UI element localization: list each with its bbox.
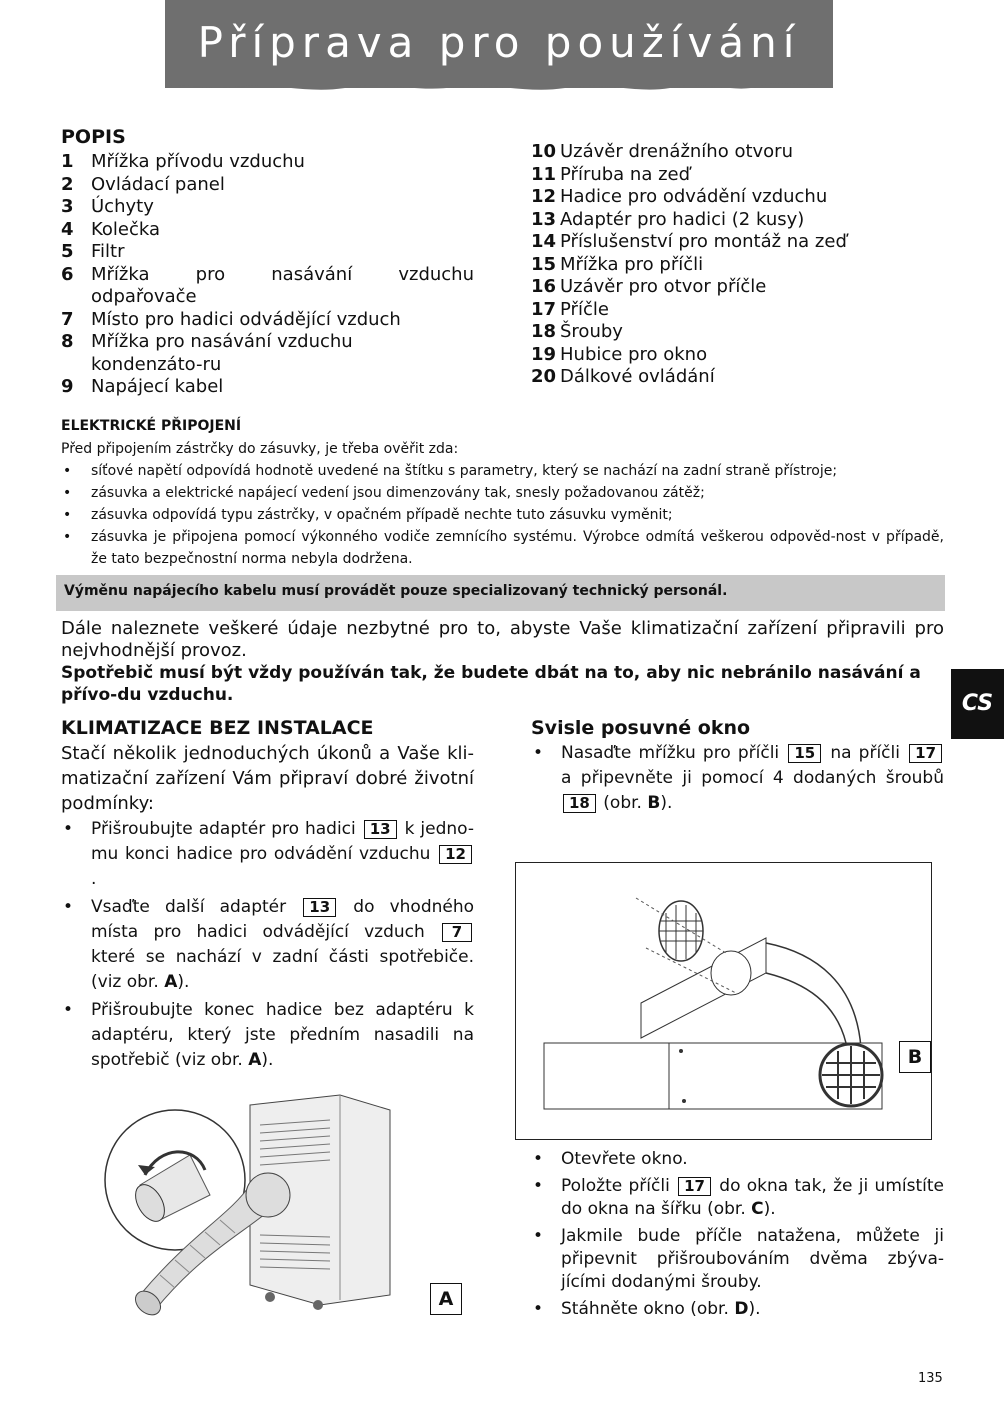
list-item: • Otevřete okno. (531, 1148, 944, 1171)
part-ref: 7 (442, 923, 472, 942)
list-item: 16 Uzávěr pro otvor příčle (531, 276, 767, 297)
list-item: 12 Hadice pro odvádění vzduchu (531, 186, 828, 207)
elektricke-list (61, 460, 944, 570)
list-item: 11 Příruba na zeď (531, 163, 691, 185)
list-item: 15 Mřížka pro příčli (531, 253, 704, 275)
popis-list-right (531, 141, 951, 389)
list-item: • Jakmile bude příčle natažena, můžete ji připevnit přišroubováním dvěma zbýva-jícími dodanými šrouby. (531, 1225, 944, 1294)
list-item: 17 Příčle (531, 298, 609, 320)
part-ref: 18 (563, 794, 596, 813)
list-item: 13 Adaptér pro hadici (2 kusy) (531, 208, 805, 230)
elektricke-intro: Před připojením zástrčky do zásuvky, je třeba ověřit zda: (61, 441, 459, 457)
klimatizace-intro: Stačí několik jednoduchých úkonů a Vaše kli-matizační zařízení Vám připraví dobré životní podmínky: (61, 743, 474, 814)
warning-text: Výměnu napájecího kabelu musí provádět pouze specializovaný technický personál. (64, 583, 728, 599)
list-item: 10 Uzávěr drenážního otvoru (531, 141, 793, 162)
banner-torn-edge (165, 72, 833, 98)
list-item: 4 Kolečka (61, 218, 161, 240)
svisle-list (531, 741, 944, 816)
warning-box (56, 575, 945, 611)
popis-heading: POPIS (61, 126, 126, 148)
list-item: 1 Mřížka přívodu vzduchu (61, 151, 305, 172)
svisle-heading: Svisle posuvné okno (531, 717, 751, 739)
figure-b-label: B (899, 1041, 931, 1073)
list-item: 19 Hubice pro okno (531, 343, 708, 365)
language-tab: CS (951, 669, 1004, 739)
elektricke-heading: ELEKTRICKÉ PŘIPOJENÍ (61, 418, 242, 434)
page-title: Příprava pro používání (197, 18, 801, 67)
list-item: 7 Místo pro hadici odvádějící vzduch (61, 308, 401, 330)
page-number: 135 (918, 1371, 943, 1386)
list-item: • síťové napětí odpovídá hodnotě uvedené na štítku s parametry, který se nachází na zadní straně přístroje; (61, 460, 944, 482)
figure-a-label: A (430, 1283, 462, 1315)
popis-list-left (61, 151, 474, 399)
list-item: • Vsaďte další adaptér 13 do vhodného místa pro hadici odvádějící vzduch 7 které se nachází v zadní části spotřebiče. (viz obr. A). (61, 895, 474, 995)
part-ref: 17 (909, 744, 942, 763)
intro-paragraph: Dále naleznete veškeré údaje nezbytné pro to, abyste Vaše klimatizační zařízení připravili pro nejvhodnější provoz. (61, 618, 944, 661)
list-item: • Položte příčli 17 do okna tak, že ji umístíte do okna na šířku (obr. C). (531, 1175, 944, 1221)
svisle-list-continued (531, 1148, 944, 1325)
klimatizace-heading: KLIMATIZACE BEZ INSTALACE (61, 717, 374, 739)
klimatizace-list (61, 817, 474, 1076)
list-item: 6 Mřížka pro nasávání vzduchu odpařovače (61, 263, 474, 307)
bold-paragraph: Spotřebič musí být vždy používán tak, že budete dbát na to, aby nic nebránilo nasávání a přívo-du vzduchu. (61, 663, 921, 705)
list-item: 20 Dálkové ovládání (531, 366, 715, 387)
part-ref: 15 (788, 744, 821, 763)
list-item: • Nasaďte mřížku pro příčli 15 na příčli 17 a připevněte ji pomocí 4 dodaných šroubů 18 (obr. B). (531, 741, 944, 816)
list-item: 9 Napájecí kabel (61, 376, 224, 397)
figure-b-illustration (516, 863, 930, 1138)
list-item: 8 Mřížka pro nasávání vzduchu kondenzáto-ru (61, 331, 353, 375)
part-ref: 13 (364, 820, 397, 839)
list-item: 2 Ovládací panel (61, 173, 225, 195)
list-item: 5 Filtr (61, 241, 125, 262)
list-item: 3 Úchyty (61, 196, 154, 217)
part-ref: 13 (303, 898, 336, 917)
list-item: • Stáhněte okno (obr. D). (531, 1298, 944, 1321)
list-item: • zásuvka odpovídá typu zástrčky, v opačném případě nechte tuto zásuvku vyměnit; (61, 504, 944, 526)
title-banner (165, 0, 833, 88)
list-item: • zásuvka a elektrické napájecí vedení jsou dimenzovány tak, snesly požadovanou zátěž; (61, 482, 944, 504)
list-item: 14 Příslušenství pro montáž na zeď (531, 231, 847, 252)
part-ref: 17 (678, 1177, 711, 1196)
list-item: • Přišroubujte adaptér pro hadici 13 k jedno-mu konci hadice pro odvádění vzduchu 12 . (61, 817, 474, 892)
part-ref: 12 (439, 845, 472, 864)
list-item: 18 Šrouby (531, 321, 623, 342)
list-item: • zásuvka je připojena pomocí výkonného vodiče zemnícího systému. Výrobce odmítá veškerou odpověd-nost v případě, že tato bezpečnostní norma nebyla dodržena. (61, 526, 944, 570)
list-item: • Přišroubujte konec hadice bez adaptéru k adaptéru, který jste předním nasadili na spotřebič (viz obr. A). (61, 998, 474, 1073)
